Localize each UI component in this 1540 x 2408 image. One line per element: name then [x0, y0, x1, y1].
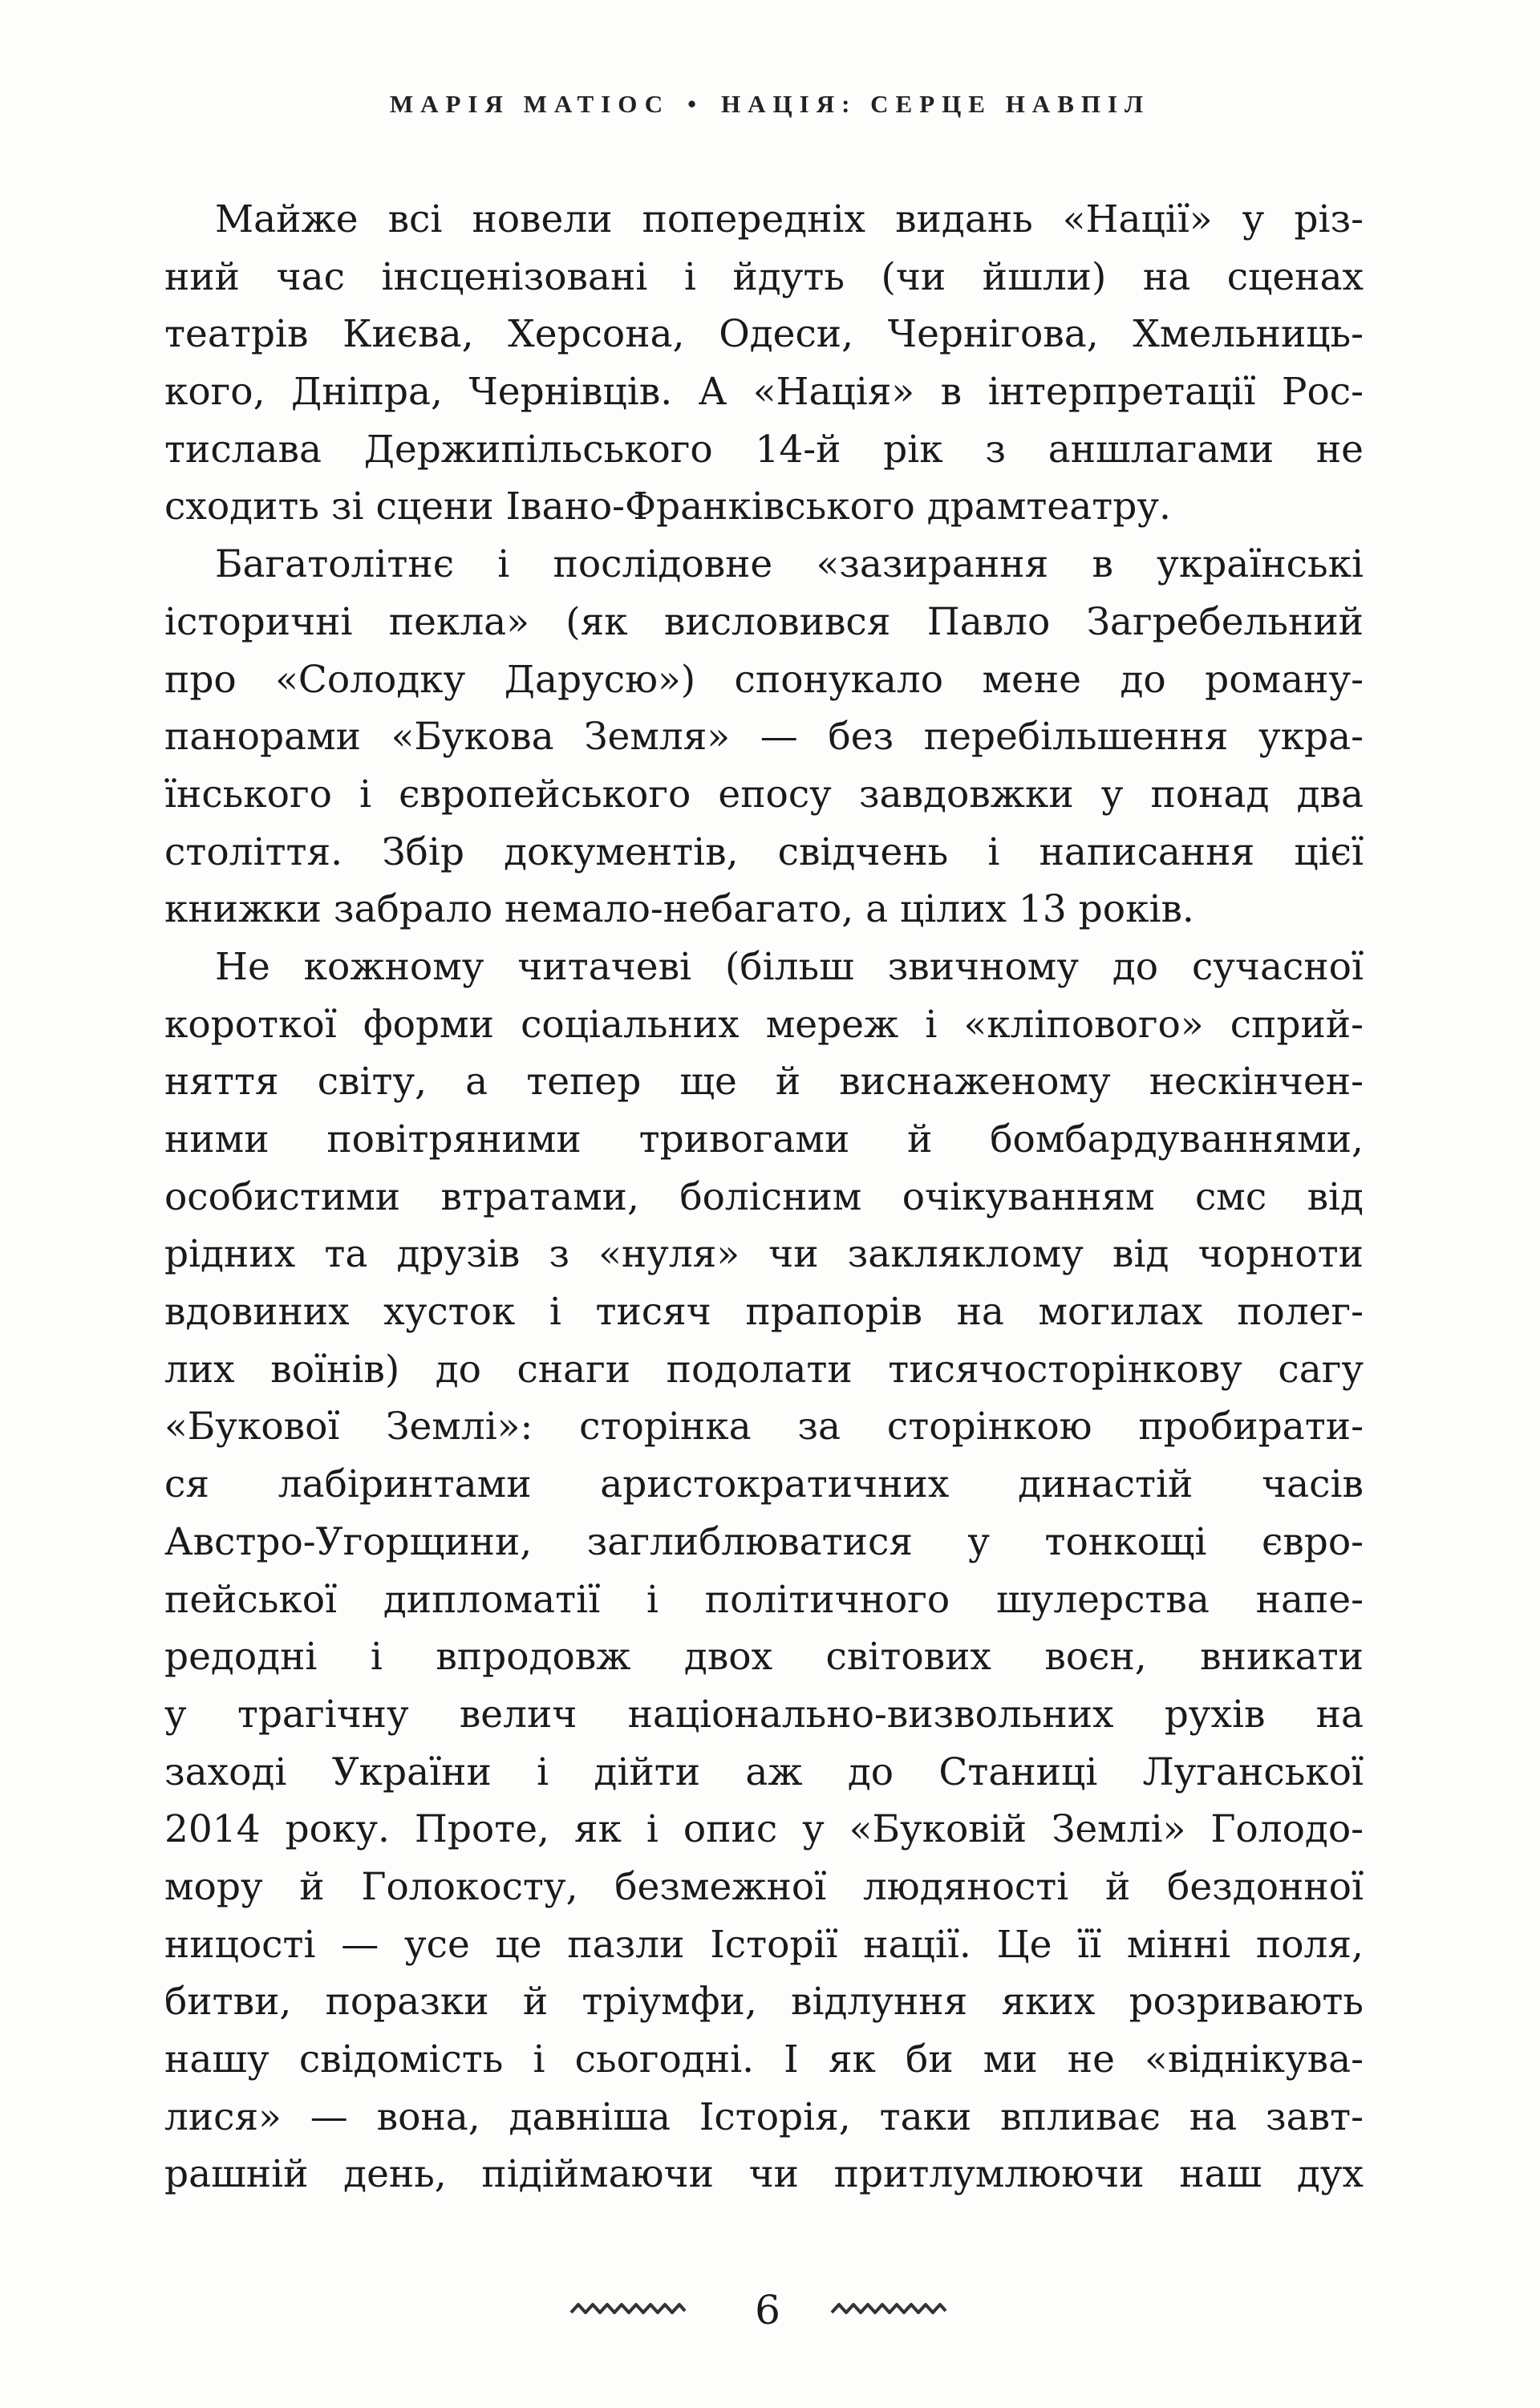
text-line: «Букової Землі»: сторінка за сторінкою пробирати-: [164, 1405, 1364, 1449]
text-line: рідних та друзів з «нуля» чи закляклому від чорноти: [164, 1232, 1364, 1277]
text-line: Австро-Угорщини, заглиблюватися у тонкощі євро-: [164, 1519, 1364, 1564]
text-line: кого, Дніпра, Чернівців. А «Нація» в інтерпретації Рос-: [164, 370, 1364, 415]
text-line: книжки забрало немало-небагато, а цілих 13 років.: [164, 887, 1194, 932]
text-line: пейської дипломатії і політичного шулерства напе-: [164, 1577, 1364, 1622]
text-line: театрів Києва, Херсона, Одеси, Чернігова, Хмельниць-: [164, 312, 1364, 357]
text-line: ницості — усе це пазли Історії нації. Це її мінні поля,: [164, 1922, 1364, 1967]
text-line: заході України і дійти аж до Станиці Луганської: [164, 1749, 1364, 1794]
text-line: про «Солодку Дарусю») спонукало мене до роману-: [164, 657, 1364, 702]
text-line: ся лабіринтами аристократичних династій часів: [164, 1462, 1364, 1507]
text-line: нашу свідомість і сьогодні. І як би ми не «віднікува-: [164, 2037, 1364, 2082]
text-line: Не кожному читачеві (більш звичному до сучасної: [215, 944, 1364, 989]
text-line: лих воїнів) до снаги подолати тисячосторінкову сагу: [164, 1347, 1364, 1392]
text-line: мору й Голокосту, безмежної людяності й бездонної: [164, 1864, 1364, 1909]
text-line: особистими втратами, болісним очікуванням смс від: [164, 1174, 1364, 1219]
text-line: Майже всі новели попередніх видань «Нації» у різ-: [215, 197, 1364, 241]
text-line: рашній день, підіймаючи чи притлумлюючи наш дух: [164, 2152, 1364, 2197]
text-line: ний час інсценізовані і йдуть (чи йшли) на сценах: [164, 254, 1364, 299]
body-text: [164, 191, 1364, 2203]
header-book-title: НАЦІЯ: СЕРЦЕ НАВПІЛ: [721, 90, 1151, 118]
text-line: панорами «Букова Земля» — без перебільшення укра-: [164, 715, 1364, 760]
text-line: тислава Держипільського 14-й рік з аншлагами не: [164, 427, 1364, 472]
text-line: лися» — вона, давніша Історія, таки впливає на завт-: [164, 2094, 1364, 2139]
page-number: 6: [755, 2287, 780, 2333]
header-separator: •: [687, 90, 704, 118]
text-line: вдовиних хусток і тисяч прапорів на могилах полег-: [164, 1290, 1364, 1335]
text-line: у трагічну велич національно-визвольних рухів на: [164, 1692, 1364, 1737]
text-line: історичні пекла» (як висловився Павло Загребельний: [164, 599, 1364, 644]
text-line: Багатолітнє і послідовне «зазирання в українські: [215, 542, 1364, 587]
text-line: їнського і європейського епосу завдовжки у понад два: [164, 772, 1364, 817]
text-line: ними повітряними тривогами й бомбардуваннями,: [164, 1117, 1364, 1161]
text-line: битви, поразки й тріумфи, відлуння яких розривають: [164, 1980, 1364, 2025]
header-author: МАРІЯ МАТІОС: [389, 90, 671, 118]
text-line: няття світу, а тепер ще й виснаженому нескінчен-: [164, 1060, 1364, 1105]
text-line: сходить зі сцени Івано-Франківського драмтеатру.: [164, 484, 1171, 529]
text-line: 2014 року. Проте, як і опис у «Буковій Землі» Голодо-: [164, 1807, 1364, 1852]
text-line: століття. Збір документів, свідчень і написання цієї: [164, 829, 1364, 874]
running-header: [0, 90, 1540, 119]
page-footer: [0, 2282, 1540, 2346]
wave-ornament-right-icon: [830, 2300, 947, 2319]
text-line: короткої форми соціальних мереж і «кліпового» сприй-: [164, 1002, 1364, 1047]
text-line: редодні і впродовж двох світових воєн, вникати: [164, 1635, 1364, 1680]
wave-ornament-left-icon: [569, 2300, 687, 2319]
